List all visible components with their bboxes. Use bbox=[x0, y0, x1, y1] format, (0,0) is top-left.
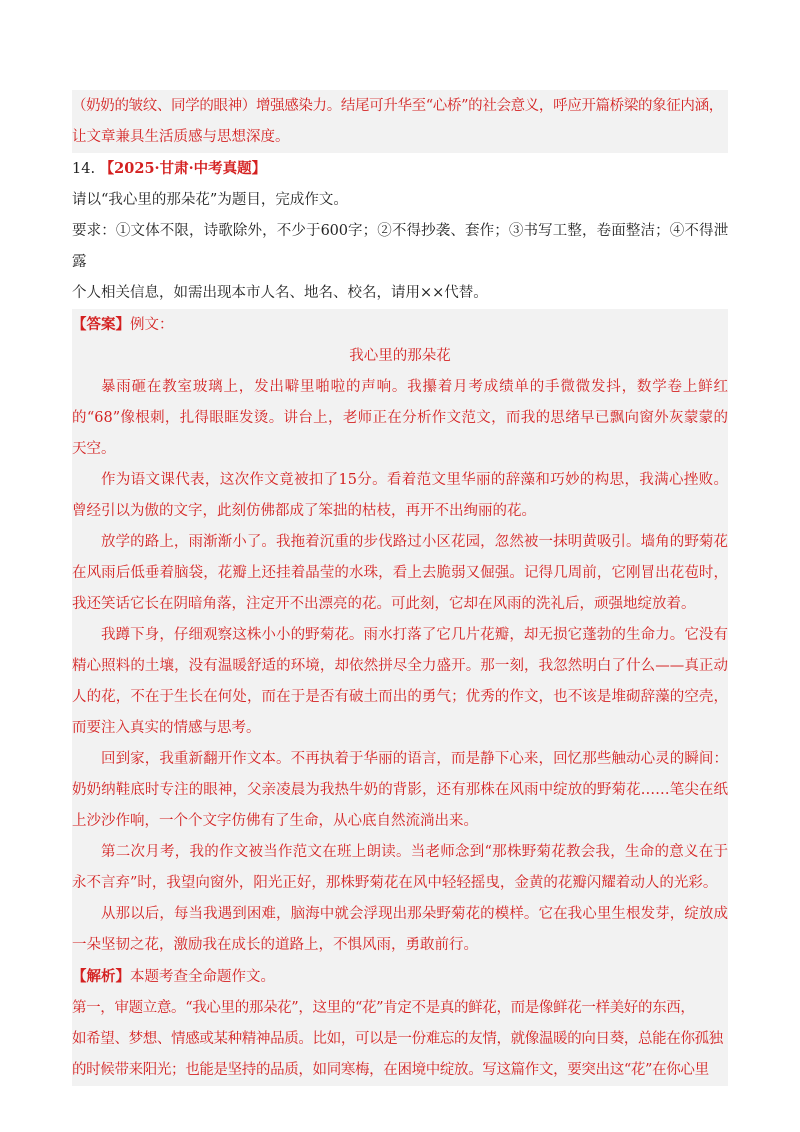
analysis-header bbox=[72, 961, 728, 993]
analysis-line-2: 如希望、梦想、情感或某种精神品质。比如，可以是一份难忘的友情，就像温暖的向日葵，总能在你孤独 bbox=[72, 1031, 723, 1047]
essay-paragraph-5: 回到家，我重新翻开作文本。不再执着于华丽的语言，而是静下心来，回忆那些触动心灵的瞬间：奶奶纳鞋底时专注的眼神，父亲凌晨为我热牛奶的背影，还有那株在风雨中绽放的野菊花……笔尖在纸上沙沙作响，一个个文字仿佛有了生命，从心底自然流淌出来。 bbox=[72, 751, 728, 829]
essay-paragraph-1: 暴雨砸在教室玻璃上，发出噼里啪啦的声响。我攥着月考成绩单的手微微发抖，数学卷上鲜红的“68”像根刺，扎得眼眶发烫。讲台上，老师正在分析作文范文，而我的思绪早已飘向窗外灰蒙蒙的天空。 bbox=[72, 379, 728, 457]
essay-paragraph-3: 放学的路上，雨渐渐小了。我拖着沉重的步伐路过小区花园，忽然被一抹明黄吸引。墙角的野菊花在风雨后低垂着脑袋，花瓣上还挂着晶莹的水珠，看上去脆弱又倔强。记得几周前，它刚冒出花苞时，我还笑话它长在阴暗角落，注定开不出漂亮的花。可此刻，它却在风雨的洗礼后，顽强地绽放着。 bbox=[72, 534, 728, 612]
analysis-label-suffix: 本题考查全命题作文。 bbox=[130, 969, 275, 985]
question-requirement-line-2: 个人相关信息，如需出现本市人名、地名、校名，请用××代替。 bbox=[72, 285, 488, 301]
answer-label: 【答案】 bbox=[72, 316, 130, 333]
question-header bbox=[72, 153, 728, 185]
answer-block bbox=[72, 309, 728, 1086]
essay-title: 我心里的那朵花 bbox=[349, 348, 451, 364]
prev-analysis-block bbox=[72, 90, 728, 153]
essay-paragraph-6: 第二次月考，我的作文被当作范文在班上朗读。当老师念到“那株野菊花教会我，生命的意义在于永不言弃”时，我望向窗外，阳光正好，那株野菊花在风中轻轻摇曳，金黄的花瓣闪耀着动人的光彩。 bbox=[72, 844, 728, 891]
analysis-line-1: 第一，审题立意。“我心里的那朵花”，这里的“花”肯定不是真的鲜花，而是像鲜花一样美好的东西， bbox=[72, 1000, 695, 1016]
question-prompt: 请以“我心里的那朵花”为题目，完成作文。 bbox=[72, 192, 348, 208]
analysis-line-3: 的时候带来阳光；也能是坚持的品质，如同寒梅，在困境中绽放。写这篇作文，要突出这“花”在你心里 bbox=[72, 1062, 709, 1078]
essay-paragraph-2: 作为语文课代表，这次作文竟被扣了15分。看着范文里华丽的辞藻和巧妙的构思，我满心挫败。曾经引以为傲的文字，此刻仿佛都成了笨拙的枯枝，再开不出绚丽的花。 bbox=[72, 472, 728, 519]
question-source: 【2025·甘肃·中考真题】 bbox=[99, 160, 267, 177]
analysis-label: 【解析】 bbox=[72, 968, 130, 985]
question-number: 14. bbox=[72, 161, 96, 177]
prev-analysis-line-1: （奶奶的皱纹、同学的眼神）增强感染力。结尾可升华至“心桥”的社会意义，呼应开篇桥梁的象征内涵， bbox=[72, 98, 723, 114]
prev-analysis-line-2: 让文章兼具生活质感与思想深度。 bbox=[72, 129, 290, 145]
document-page bbox=[72, 90, 728, 1086]
essay-paragraph-4: 我蹲下身，仔细观察这株小小的野菊花。雨水打落了它几片花瓣，却无损它蓬勃的生命力。它没有精心照料的土壤，没有温暖舒适的环境，却依然拼尽全力盛开。那一刻，我忽然明白了什么——真正动人的花，不在于生长在何处，而在于是否有破土而出的勇气；优秀的作文，也不该是堆砌辞藻的空壳，而要注入真实的情感与思考。 bbox=[72, 627, 728, 736]
answer-header bbox=[72, 309, 728, 341]
essay-paragraph-7: 从那以后，每当我遇到困难，脑海中就会浮现出那朵野菊花的模样。它在我心里生根发芽，绽放成一朵坚韧之花，激励我在成长的道路上，不惧风雨，勇敢前行。 bbox=[72, 906, 728, 953]
answer-label-suffix: 例文： bbox=[130, 317, 174, 333]
question-requirement-line-1: 要求：①文体不限，诗歌除外，不少于600字；②不得抄袭、套作；③书写工整，卷面整洁；④不得泄露 bbox=[72, 223, 728, 270]
